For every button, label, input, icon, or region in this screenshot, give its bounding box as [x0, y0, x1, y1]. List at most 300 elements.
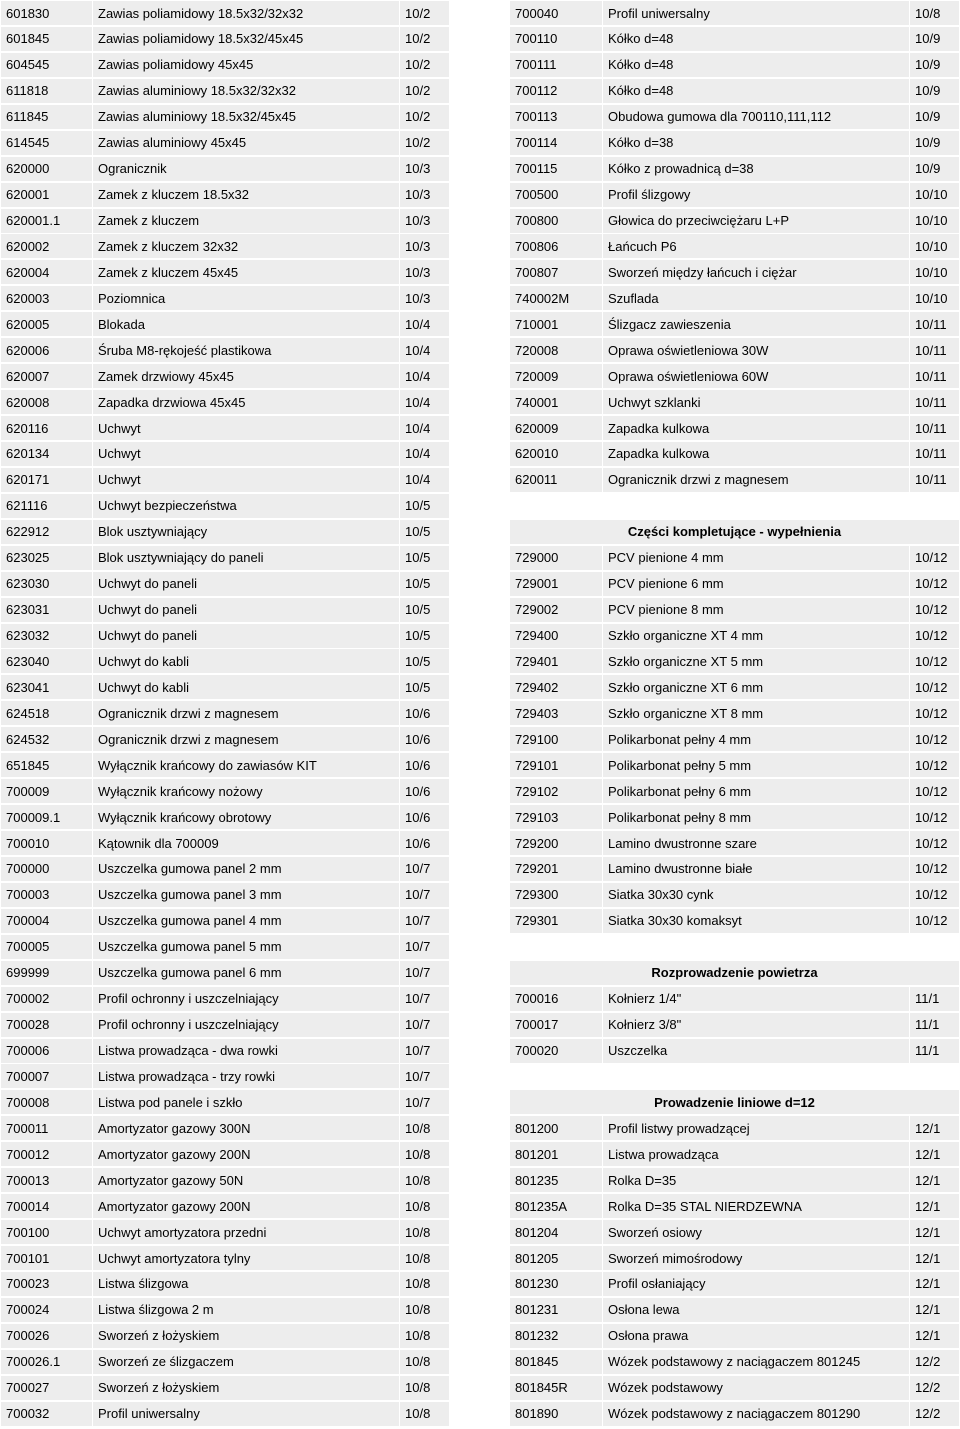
table-row — [1, 1064, 449, 1088]
part-code-cell: 700028 — [6, 1017, 50, 1033]
part-code-cell: 801845 — [515, 1354, 559, 1370]
part-name-cell: Osłona prawa — [602, 1324, 909, 1348]
part-code-cell: 700003 — [6, 887, 50, 903]
part-name-cell: Lamino dwustronne białe — [602, 857, 909, 881]
page-ref-cell: 10/3 — [399, 209, 449, 233]
table-row — [1, 805, 449, 829]
table-row — [1, 572, 449, 596]
part-name-cell: Zawias aluminiowy 18.5x32/32x32 — [92, 79, 399, 103]
part-name-cell: Sworzeń z łożyskiem — [92, 1376, 399, 1400]
table-row — [1, 442, 449, 466]
part-code-cell: 700013 — [6, 1172, 50, 1188]
part-code-cell: 740002M — [515, 290, 570, 306]
page-ref-cell: 10/4 — [399, 468, 449, 492]
page-ref-cell: 10/12 — [909, 572, 959, 596]
table-row — [510, 286, 959, 310]
part-name-cell: Uchwyt do kabli — [92, 649, 399, 673]
part-name-cell: Łańcuch P6 — [602, 234, 909, 258]
part-name-cell: Amortyzator gazowy 300N — [92, 1116, 399, 1140]
table-row — [1, 883, 449, 907]
part-code-cell: 614545 — [6, 135, 50, 151]
part-code-cell: 623040 — [6, 653, 50, 669]
part-name-cell: Szkło organiczne XT 8 mm — [602, 701, 909, 725]
part-name-cell: Kątownik dla 700009 — [92, 831, 399, 855]
part-code-cell: 700114 — [515, 135, 558, 151]
table-row — [510, 779, 959, 803]
part-code-cell: 700017 — [515, 1017, 559, 1033]
page-ref-cell: 10/2 — [399, 1, 449, 25]
table-row — [1, 675, 449, 699]
table-row — [1, 1116, 449, 1140]
part-code-cell: 700806 — [515, 238, 559, 254]
page-ref-cell: 12/2 — [909, 1402, 959, 1426]
table-row — [510, 701, 959, 725]
page-ref-cell: 10/6 — [399, 753, 449, 777]
part-code-cell: 601830 — [6, 5, 50, 21]
part-code-cell: 620002 — [6, 238, 50, 254]
page-ref-cell: 10/9 — [909, 157, 959, 181]
page-ref-cell: 10/11 — [909, 442, 959, 466]
table-row — [510, 416, 959, 440]
part-name-cell: Blokada — [92, 312, 399, 336]
page-ref-cell: 10/5 — [399, 572, 449, 596]
part-name-cell: Uszczelka gumowa panel 6 mm — [92, 961, 399, 985]
part-name-cell: Profil ochronny i uszczelniający — [92, 987, 399, 1011]
page-ref-cell: 12/1 — [909, 1324, 959, 1348]
part-code-cell: 624518 — [6, 705, 50, 721]
part-name-cell: Kółko d=38 — [602, 131, 909, 155]
part-name-cell: Szuflada — [602, 286, 909, 310]
table-row — [1, 53, 449, 77]
page-ref-cell: 10/2 — [399, 79, 449, 103]
part-name-cell: Sworzeń osiowy — [602, 1220, 909, 1244]
part-name-cell: Zamek z kluczem 32x32 — [92, 234, 399, 258]
part-name-cell: Oprawa oświetleniowa 30W — [602, 338, 909, 362]
table-row — [510, 312, 959, 336]
part-name-cell: Głowica do przeciwciężaru L+P — [602, 209, 909, 233]
page-ref-cell: 10/11 — [909, 312, 959, 336]
part-name-cell: Zawias aluminiowy 45x45 — [92, 131, 399, 155]
part-name-cell: Rolka D=35 STAL NIERDZEWNA — [602, 1194, 909, 1218]
table-row — [510, 53, 959, 77]
part-name-cell: Uchwyt — [92, 416, 399, 440]
part-code-cell: 620116 — [6, 420, 49, 436]
page-ref-cell: 10/7 — [399, 987, 449, 1011]
part-code-cell: 622912 — [6, 524, 50, 540]
table-row — [1, 1013, 449, 1037]
table-row — [1, 779, 449, 803]
part-code-cell: 700020 — [515, 1043, 559, 1058]
part-code-cell: 720008 — [515, 342, 559, 358]
table-row — [1, 727, 449, 751]
part-name-cell: Szkło organiczne XT 4 mm — [602, 624, 909, 648]
part-name-cell: Śruba M8-rękojeść plastikowa — [92, 338, 399, 362]
page-ref-cell: 12/1 — [909, 1142, 959, 1166]
part-code-cell: 700007 — [6, 1068, 50, 1084]
part-name-cell: Wyłącznik krańcowy obrotowy — [92, 805, 399, 829]
part-code-cell: 729402 — [515, 679, 559, 695]
page-ref-cell: 10/3 — [399, 157, 449, 181]
part-code-cell: 729403 — [515, 705, 559, 721]
page-ref-cell: 10/3 — [399, 260, 449, 284]
page-ref-cell: 12/1 — [909, 1298, 959, 1322]
part-code-cell: 700002 — [6, 991, 50, 1007]
table-row — [1, 468, 449, 492]
table-row — [510, 1350, 959, 1374]
table-row — [1, 260, 449, 284]
table-row — [510, 572, 959, 596]
table-row — [1, 753, 449, 777]
page-ref-cell: 10/4 — [399, 312, 449, 336]
part-code-cell: 623025 — [6, 550, 50, 566]
page-ref-cell: 12/1 — [909, 1246, 959, 1270]
part-name-cell: Uchwyt do paneli — [92, 624, 399, 648]
page-ref-cell: 10/3 — [399, 234, 449, 258]
part-name-cell: Ogranicznik drzwi z magnesem — [92, 701, 399, 725]
table-row — [510, 675, 959, 699]
part-code-cell: 700009.1 — [6, 809, 61, 825]
table-row — [1, 390, 449, 414]
table-row — [510, 364, 959, 388]
part-name-cell: Zapadka kulkowa — [602, 416, 909, 440]
table-row — [1, 27, 449, 51]
page-ref-cell: 10/8 — [909, 1, 959, 25]
part-code-cell: 700111 — [515, 57, 557, 73]
part-name-cell: Zapadka drzwiowa 45x45 — [92, 390, 399, 414]
page-ref-cell: 10/8 — [399, 1168, 449, 1192]
part-code-cell: 700807 — [515, 264, 559, 280]
part-name-cell: Uszczelka gumowa panel 2 mm — [92, 857, 399, 881]
table-row — [1, 416, 449, 440]
table-row — [1, 183, 449, 207]
page-ref-cell: 10/9 — [909, 27, 959, 51]
table-row — [1, 909, 449, 933]
page-ref-cell: 12/1 — [909, 1272, 959, 1296]
part-name-cell: PCV pienione 4 mm — [602, 546, 909, 570]
table-row — [510, 1298, 959, 1322]
table-row — [510, 131, 959, 155]
part-code-cell: 729100 — [515, 731, 559, 747]
part-code-cell: 700112 — [515, 83, 558, 99]
part-code-cell: 620003 — [6, 290, 50, 306]
page-ref-cell: 10/3 — [399, 286, 449, 310]
page-ref-cell: 10/6 — [399, 831, 449, 855]
part-name-cell: Listwa prowadząca - dwa rowki — [92, 1039, 399, 1063]
table-row — [510, 79, 959, 103]
part-code-cell: 801205 — [515, 1250, 559, 1266]
table-row — [510, 468, 959, 492]
table-row — [1, 701, 449, 725]
part-name-cell: Kółko z prowadnicą d=38 — [602, 157, 909, 181]
page-ref-cell: 10/9 — [909, 131, 959, 155]
part-code-cell: 801845R — [515, 1380, 568, 1396]
part-code-cell: 729301 — [515, 913, 559, 929]
page-ref-cell: 10/12 — [909, 649, 959, 673]
part-name-cell: Zawias poliamidowy 45x45 — [92, 53, 399, 77]
part-code-cell: 700027 — [6, 1380, 50, 1396]
section-heading: Prowadzenie liniowe d=12 — [510, 1090, 959, 1114]
table-row — [510, 624, 959, 648]
table-row — [1, 935, 449, 959]
table-row — [510, 442, 959, 466]
part-code-cell: 700012 — [6, 1146, 50, 1162]
table-row — [510, 649, 959, 673]
part-name-cell: Uszczelka gumowa panel 4 mm — [92, 909, 399, 933]
part-name-cell: Uszczelka gumowa panel 5 mm — [92, 935, 399, 959]
part-code-cell: 729300 — [515, 887, 559, 903]
part-name-cell: Szkło organiczne XT 6 mm — [602, 675, 909, 699]
part-code-cell: 621116 — [6, 498, 48, 514]
page-ref-cell: 10/11 — [909, 364, 959, 388]
part-code-cell: 700004 — [6, 913, 50, 929]
page-ref-cell: 10/5 — [399, 675, 449, 699]
part-name-cell: Zawias poliamidowy 18.5x32/32x32 — [92, 1, 399, 25]
table-row — [510, 1272, 959, 1296]
part-name-cell: Polikarbonat pełny 5 mm — [602, 753, 909, 777]
page-ref-cell: 10/5 — [399, 546, 449, 570]
table-row — [1, 987, 449, 1011]
part-code-cell: 620007 — [6, 368, 50, 384]
page-ref-cell: 10/8 — [399, 1402, 449, 1426]
page-ref-cell: 10/8 — [399, 1194, 449, 1218]
table-row — [1, 1272, 449, 1296]
table-row — [1, 857, 449, 881]
table-row — [510, 27, 959, 51]
table-row — [510, 209, 959, 233]
part-name-cell: Profil uniwersalny — [92, 1402, 399, 1426]
part-name-cell: Kołnierz 3/8" — [602, 1013, 909, 1037]
page-ref-cell: 10/7 — [399, 909, 449, 933]
part-code-cell: 699999 — [6, 965, 50, 981]
part-code-cell: 801201 — [515, 1146, 559, 1162]
table-row — [510, 805, 959, 829]
part-name-cell: Siatka 30x30 cynk — [602, 883, 909, 907]
section-spacer — [510, 935, 959, 961]
part-name-cell: Zawias aluminiowy 18.5x32/45x45 — [92, 105, 399, 129]
table-row — [510, 857, 959, 881]
page-ref-cell: 12/2 — [909, 1350, 959, 1374]
table-row — [510, 727, 959, 751]
table-row — [510, 260, 959, 284]
table-row — [1, 598, 449, 622]
part-name-cell: Uchwyt do paneli — [92, 572, 399, 596]
part-code-cell: 729102 — [515, 783, 559, 799]
part-code-cell: 801235 — [515, 1172, 559, 1188]
page-ref-cell: 10/11 — [909, 416, 959, 440]
part-name-cell: Profil listwy prowadzącej — [602, 1116, 909, 1140]
page-ref-cell: 11/1 — [909, 1039, 959, 1063]
page-ref-cell: 12/1 — [909, 1194, 959, 1218]
part-code-cell: 700016 — [515, 991, 559, 1007]
part-code-cell: 623041 — [6, 679, 50, 695]
table-row — [510, 1116, 959, 1140]
page-ref-cell: 10/7 — [399, 857, 449, 881]
part-name-cell: Polikarbonat pełny 8 mm — [602, 805, 909, 829]
page-ref-cell: 10/12 — [909, 779, 959, 803]
part-name-cell: Zamek z kluczem 18.5x32 — [92, 183, 399, 207]
table-row — [510, 1168, 959, 1192]
part-code-cell: 801204 — [515, 1224, 559, 1240]
table-row — [1, 1090, 449, 1114]
page-ref-cell: 10/5 — [399, 520, 449, 544]
table-row — [1, 1220, 449, 1244]
table-row — [510, 598, 959, 622]
part-code-cell: 700006 — [6, 1043, 50, 1058]
page-ref-cell: 10/6 — [399, 805, 449, 829]
part-name-cell: Uchwyt amortyzatora tylny — [92, 1246, 399, 1270]
table-row — [1, 1039, 449, 1063]
page-ref-cell: 10/8 — [399, 1220, 449, 1244]
table-row — [1, 1298, 449, 1322]
page-ref-cell: 10/2 — [399, 131, 449, 155]
part-name-cell: Uchwyt bezpieczeństwa — [92, 494, 399, 518]
table-row — [510, 1376, 959, 1400]
part-name-cell: Ogranicznik drzwi z magnesem — [602, 468, 909, 492]
part-code-cell: 700024 — [6, 1302, 50, 1318]
page-ref-cell: 10/7 — [399, 961, 449, 985]
part-code-cell: 729000 — [515, 550, 559, 566]
part-code-cell: 620006 — [6, 342, 50, 358]
page-ref-cell: 10/2 — [399, 105, 449, 129]
page-ref-cell: 10/3 — [399, 183, 449, 207]
page-ref-cell: 11/1 — [909, 987, 959, 1011]
part-name-cell: Poziomnica — [92, 286, 399, 310]
part-name-cell: Szkło organiczne XT 5 mm — [602, 649, 909, 673]
table-row — [1, 520, 449, 544]
part-code-cell: 620005 — [6, 316, 50, 332]
part-name-cell: Lamino dwustronne szare — [602, 831, 909, 855]
part-name-cell: Uszczelka — [602, 1039, 909, 1063]
page-ref-cell: 10/6 — [399, 727, 449, 751]
part-name-cell: Zapadka kulkowa — [602, 442, 909, 466]
table-row — [510, 1324, 959, 1348]
page-ref-cell: 10/8 — [399, 1324, 449, 1348]
part-code-cell: 620004 — [6, 264, 50, 280]
part-code-cell: 729200 — [515, 835, 559, 851]
table-row — [1, 338, 449, 362]
page-ref-cell: 10/5 — [399, 598, 449, 622]
part-code-cell: 700023 — [6, 1276, 50, 1292]
part-name-cell: Uchwyt do kabli — [92, 675, 399, 699]
part-code-cell: 700110 — [515, 31, 558, 47]
part-code-cell: 623032 — [6, 628, 50, 643]
part-code-cell: 700101 — [6, 1250, 50, 1266]
page-ref-cell: 10/10 — [909, 209, 959, 233]
page-ref-cell: 10/12 — [909, 675, 959, 699]
part-name-cell: PCV pienione 8 mm — [602, 598, 909, 622]
page-ref-cell: 10/8 — [399, 1298, 449, 1322]
part-code-cell: 801231 — [515, 1302, 559, 1318]
page-ref-cell: 10/12 — [909, 624, 959, 648]
table-row — [1, 1324, 449, 1348]
page-ref-cell: 10/6 — [399, 701, 449, 725]
part-name-cell: Oprawa oświetleniowa 60W — [602, 364, 909, 388]
page-ref-cell: 10/7 — [399, 1039, 449, 1063]
page-ref-cell: 10/12 — [909, 857, 959, 881]
table-row — [510, 1220, 959, 1244]
part-code-cell: 700100 — [6, 1224, 50, 1240]
part-name-cell: Listwa prowadząca — [602, 1142, 909, 1166]
part-code-cell: 700005 — [6, 939, 50, 955]
part-code-cell: 700014 — [6, 1198, 50, 1214]
part-name-cell: Sworzeń ze ślizgaczem — [92, 1350, 399, 1374]
part-code-cell: 729400 — [515, 628, 559, 643]
part-code-cell: 620134 — [6, 446, 50, 462]
section-heading: Części kompletujące - wypełnienia — [510, 520, 959, 544]
part-code-cell: 801232 — [515, 1328, 559, 1344]
part-name-cell: Profil ślizgowy — [602, 183, 909, 207]
table-row — [1, 234, 449, 258]
table-row — [1, 1246, 449, 1270]
part-code-cell: 729103 — [515, 809, 559, 825]
part-name-cell: Listwa prowadząca - trzy rowki — [92, 1064, 399, 1088]
table-row — [1, 1350, 449, 1374]
part-code-cell: 620011 — [515, 472, 558, 488]
part-name-cell: Blok usztywniający — [92, 520, 399, 544]
part-code-cell: 620009 — [515, 420, 559, 436]
table-row — [1, 131, 449, 155]
part-code-cell: 729201 — [515, 861, 559, 877]
page-ref-cell: 10/2 — [399, 27, 449, 51]
page-ref-cell: 10/4 — [399, 390, 449, 414]
part-name-cell: Osłona lewa — [602, 1298, 909, 1322]
table-row — [510, 1013, 959, 1037]
page-ref-cell: 10/4 — [399, 442, 449, 466]
page-ref-cell: 10/4 — [399, 416, 449, 440]
right-parts-table — [510, 1, 959, 1428]
part-name-cell: Wyłącznik krańcowy do zawiasów KIT — [92, 753, 399, 777]
part-name-cell: Wózek podstawowy — [602, 1376, 909, 1400]
part-code-cell: 611845 — [6, 109, 49, 125]
table-row — [1, 1142, 449, 1166]
table-row — [1, 364, 449, 388]
table-row — [1, 961, 449, 985]
part-name-cell: Uchwyt szklanki — [602, 390, 909, 414]
table-row — [1, 1, 449, 25]
page-ref-cell: 11/1 — [909, 1013, 959, 1037]
part-code-cell: 623030 — [6, 576, 50, 592]
part-name-cell: Listwa ślizgowa — [92, 1272, 399, 1296]
part-code-cell: 801200 — [515, 1120, 559, 1136]
part-name-cell: Profil uniwersalny — [602, 1, 909, 25]
table-row — [510, 183, 959, 207]
page-ref-cell: 10/12 — [909, 831, 959, 855]
part-name-cell: PCV pienione 6 mm — [602, 572, 909, 596]
table-row — [1, 546, 449, 570]
part-name-cell: Wyłącznik krańcowy nożowy — [92, 779, 399, 803]
table-row — [510, 1, 959, 25]
page-ref-cell: 10/9 — [909, 105, 959, 129]
part-name-cell: Polikarbonat pełny 4 mm — [602, 727, 909, 751]
part-name-cell: Kołnierz 1/4" — [602, 987, 909, 1011]
table-row — [1, 286, 449, 310]
part-name-cell: Polikarbonat pełny 6 mm — [602, 779, 909, 803]
part-code-cell: 729401 — [515, 653, 559, 669]
part-code-cell: 720009 — [515, 368, 559, 384]
page-ref-cell: 10/8 — [399, 1350, 449, 1374]
page-ref-cell: 12/1 — [909, 1220, 959, 1244]
section-spacer — [510, 1064, 959, 1090]
part-name-cell: Sworzeń mimośrodowy — [602, 1246, 909, 1270]
part-code-cell: 700113 — [515, 109, 558, 125]
table-row — [510, 234, 959, 258]
part-name-cell: Uchwyt — [92, 442, 399, 466]
part-name-cell: Kółko d=48 — [602, 53, 909, 77]
part-name-cell: Uchwyt amortyzatora przedni — [92, 1220, 399, 1244]
part-name-cell: Listwa ślizgowa 2 m — [92, 1298, 399, 1322]
part-code-cell: 601845 — [6, 31, 50, 47]
table-row — [510, 1142, 959, 1166]
